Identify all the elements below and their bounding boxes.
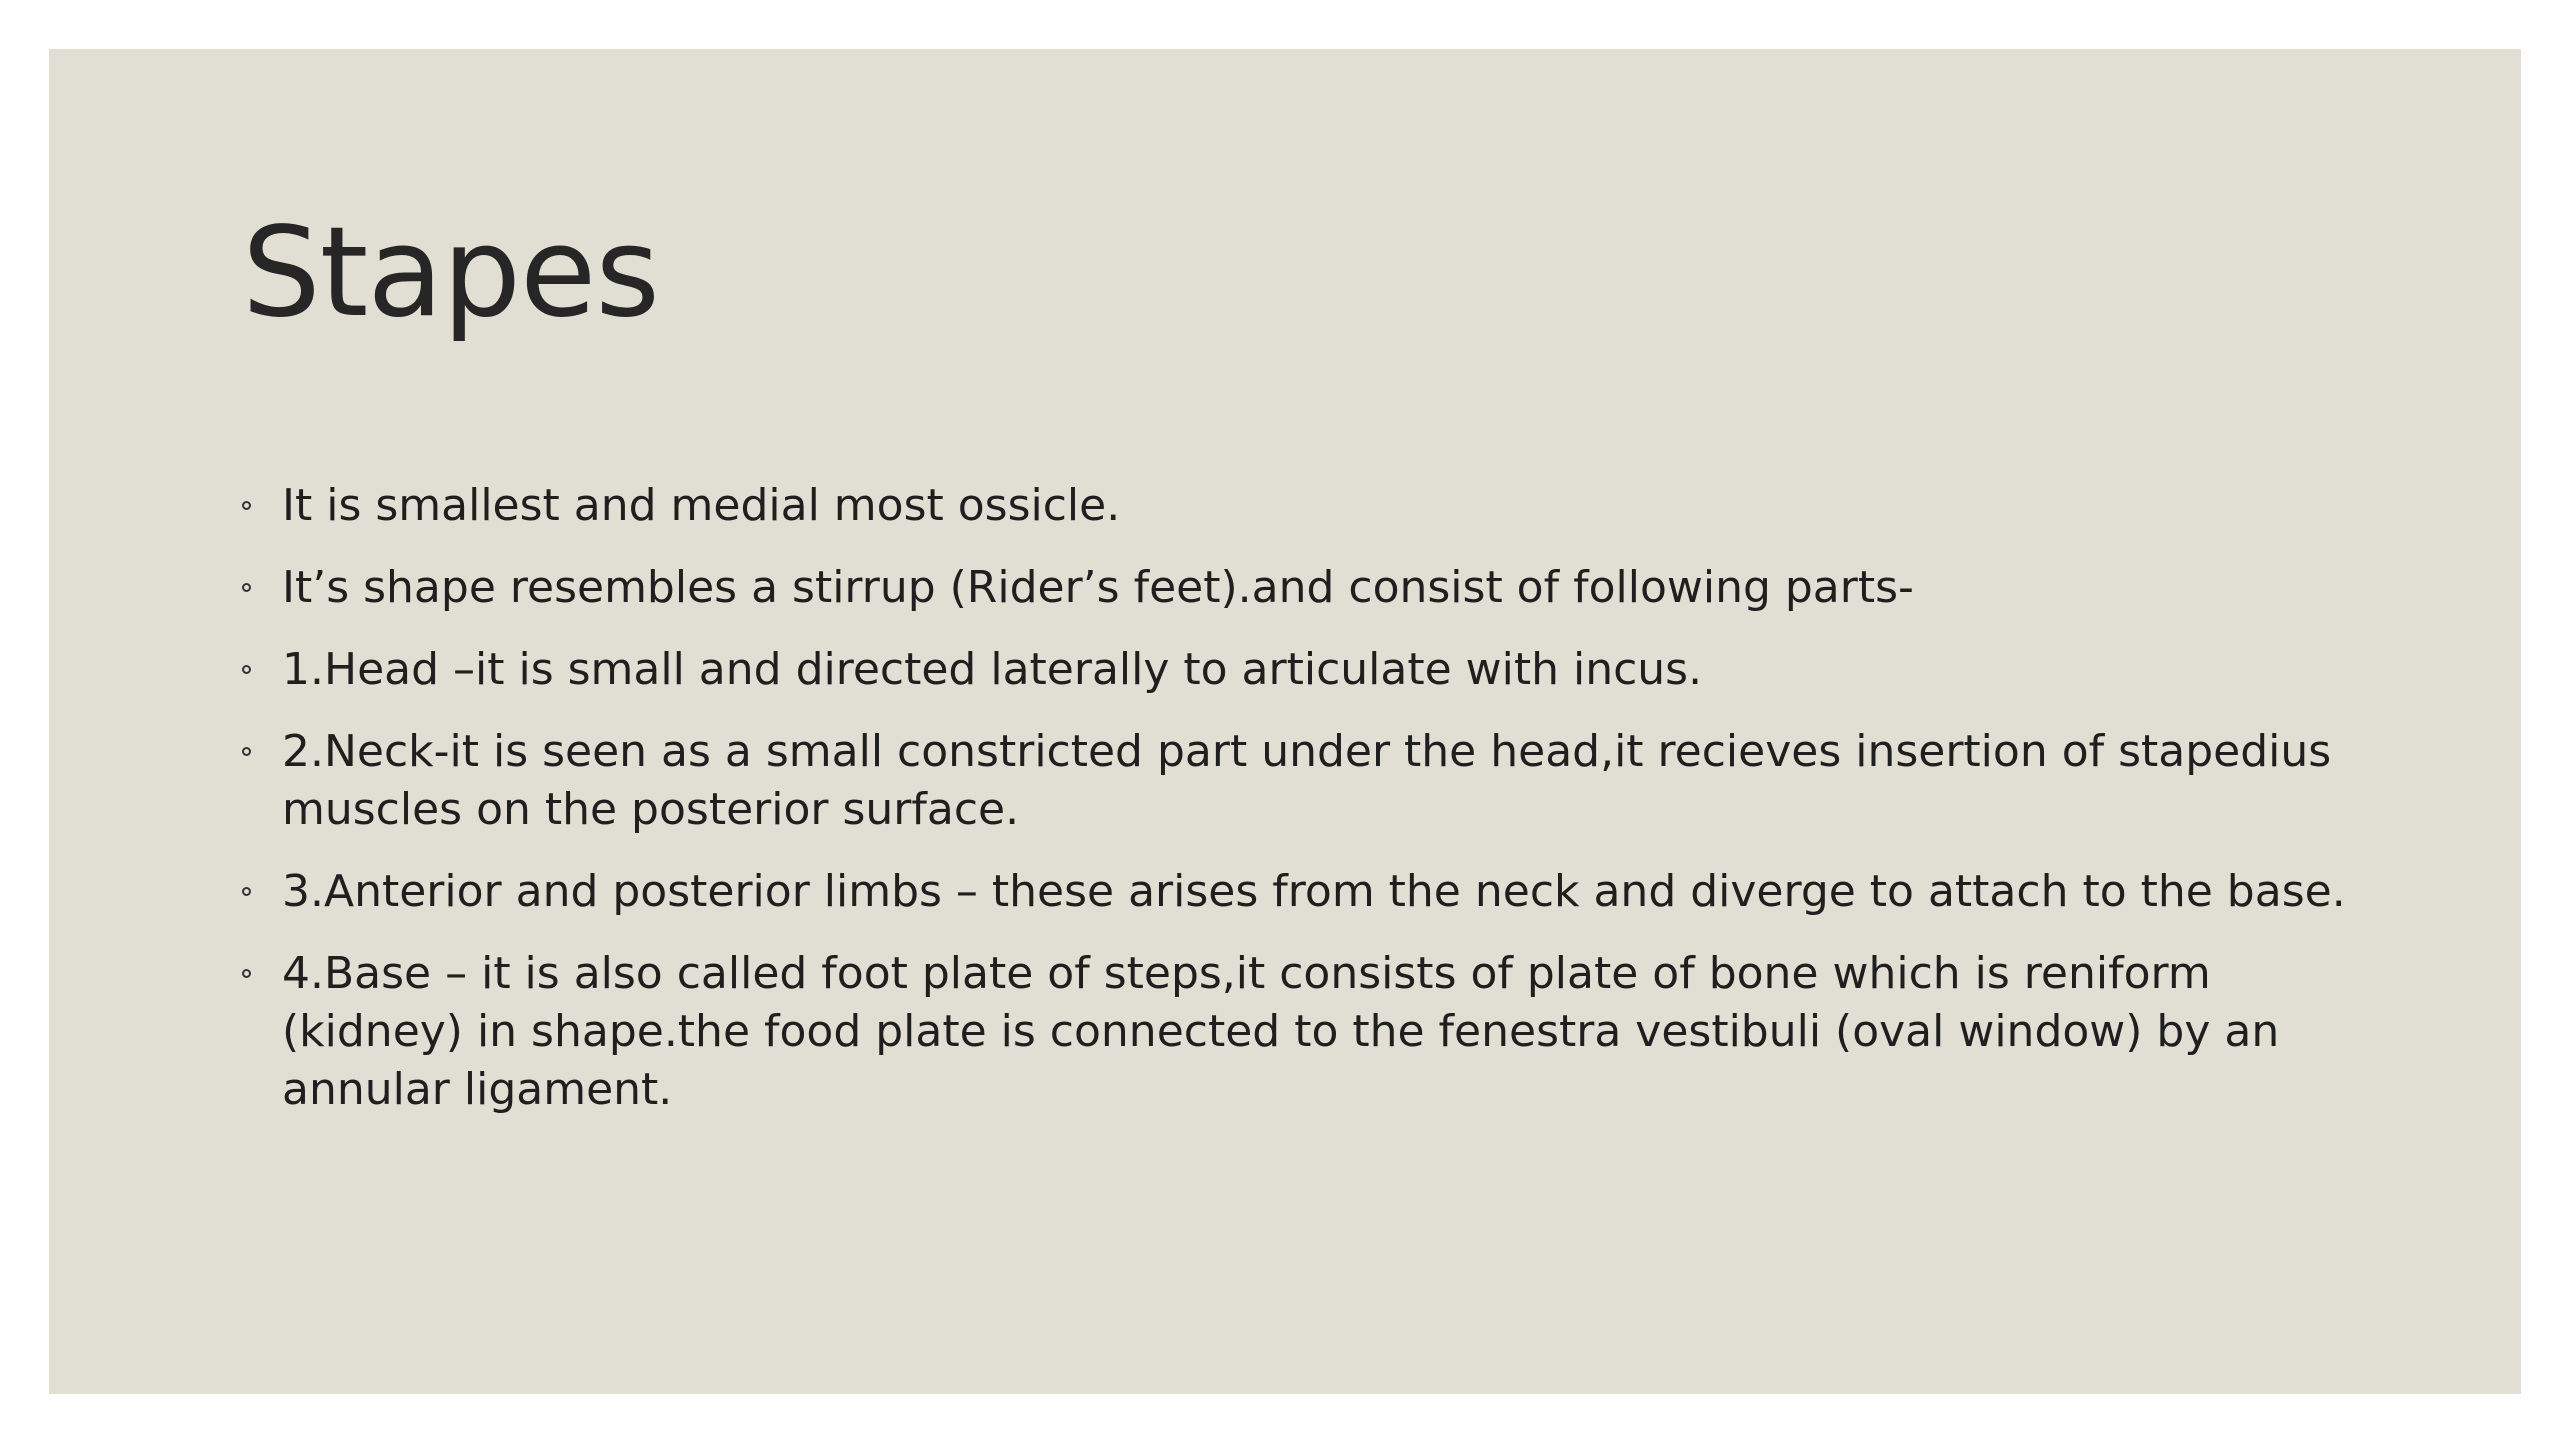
bullet-text: 3.Anterior and posterior limbs – these arises from the neck and diverge to attach to the base.: [282, 866, 2346, 917]
hollow-circle-bullet-icon: [242, 747, 251, 756]
bullet-item: [242, 863, 2392, 921]
slide-title: Stapes: [242, 201, 659, 345]
bullet-item: [242, 723, 2392, 839]
hollow-circle-bullet-icon: [242, 583, 251, 592]
bullet-list: [242, 477, 2392, 1143]
bullet-text: 2.Neck-it is seen as a small constricted part under the head,it recieves insertion of stapedius muscles on the posterior surface.: [282, 726, 2332, 835]
bullet-text: It’s shape resembles a stirrup (Rider’s feet).and consist of following parts-: [282, 562, 1914, 613]
hollow-circle-bullet-icon: [242, 665, 251, 674]
hollow-circle-bullet-icon: [242, 887, 251, 896]
hollow-circle-bullet-icon: [242, 501, 251, 510]
bullet-item: [242, 559, 2392, 617]
bullet-item: [242, 477, 2392, 535]
bullet-text: 1.Head –it is small and directed laterally to articulate with incus.: [282, 644, 1703, 695]
hollow-circle-bullet-icon: [242, 969, 251, 978]
slide: [49, 49, 2521, 1394]
bullet-item: [242, 945, 2392, 1119]
bullet-item: [242, 641, 2392, 699]
bullet-text: 4.Base – it is also called foot plate of steps,it consists of plate of bone which is reniform (kidney) in shape.the food plate is connected to the fenestra vestibuli (oval window) by an annular ligament.: [282, 948, 2280, 1115]
bullet-text: It is smallest and medial most ossicle.: [282, 480, 1121, 531]
